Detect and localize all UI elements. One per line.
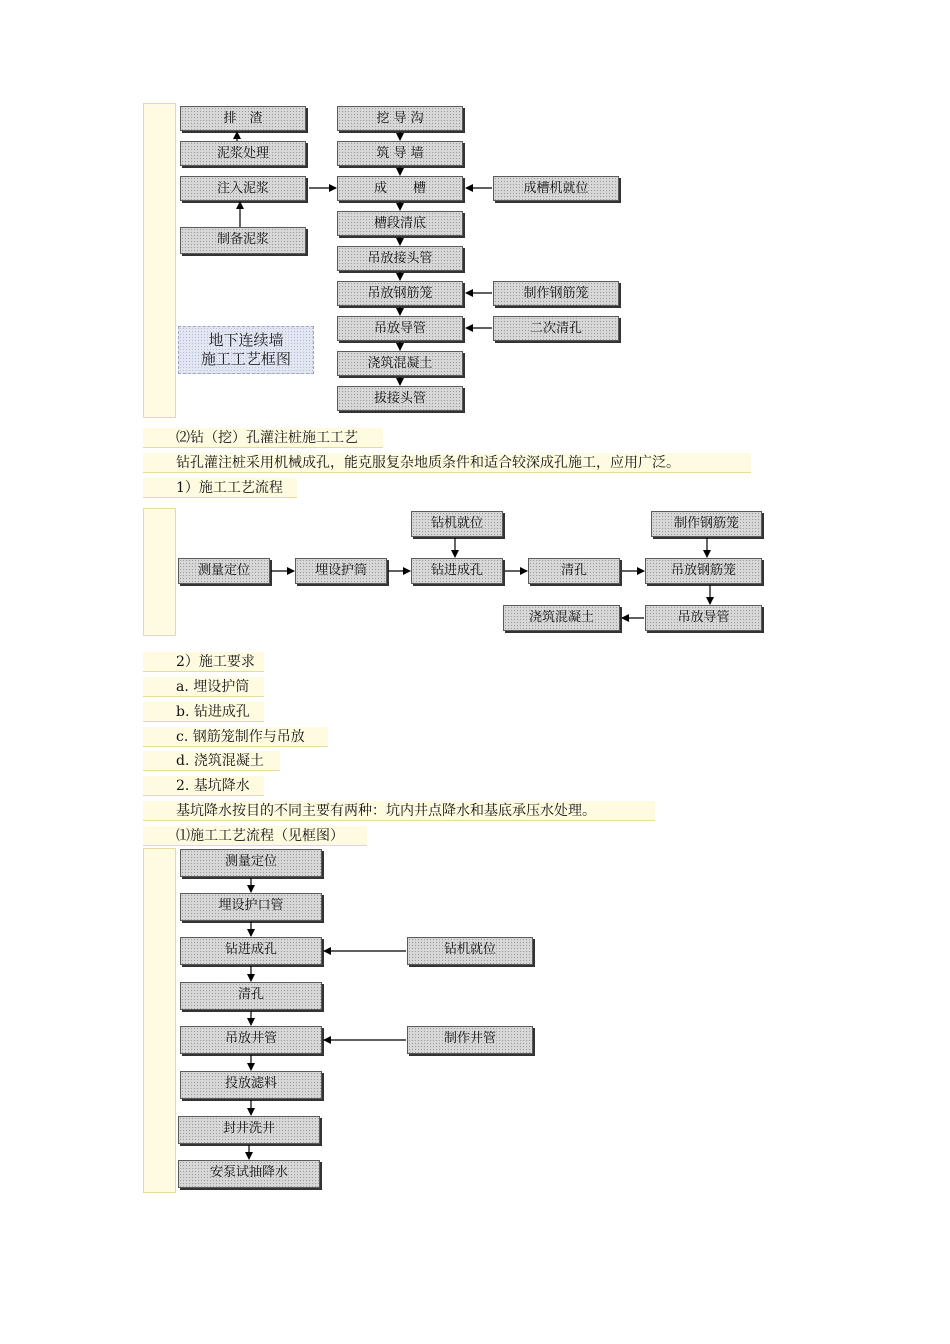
- d1-main-box-8: 浇筑混凝土: [337, 351, 463, 376]
- d3-main-box-3: 钻进成孔: [180, 937, 322, 965]
- d2-top-box-2: 制作钢筋笼: [651, 511, 762, 537]
- d3-side-box-2: 制作井管: [407, 1026, 533, 1054]
- d3-main-box-5: 吊放井管: [180, 1026, 322, 1054]
- d2-bottom-box-1: 浇筑混凝土: [503, 605, 620, 631]
- d3-main-box-7: 封井洗井: [178, 1116, 320, 1144]
- requirement-d: d. 浇筑混凝土: [176, 753, 264, 769]
- d2-bottom-box-2: 吊放导管: [645, 605, 762, 631]
- d1-caption-line1: 地下连续墙: [208, 331, 284, 349]
- subheading-process-flow: 1）施工工艺流程: [176, 480, 283, 496]
- d3-main-box-4: 清孔: [180, 982, 322, 1010]
- d1-left-box-1: 排 渣: [180, 106, 306, 131]
- d1-main-box-4: 槽段清底: [337, 211, 463, 236]
- d1-main-box-5: 吊放接头管: [337, 246, 463, 271]
- d2-row-box-4: 清孔: [528, 558, 620, 584]
- section-heading-dewatering: 2. 基坑降水: [176, 778, 250, 794]
- d2-top-box-1: 钻机就位: [411, 511, 503, 537]
- d3-side-box-1: 钻机就位: [407, 937, 533, 965]
- d2-row-box-1: 测量定位: [178, 558, 270, 584]
- d1-right-box-2: 制作钢筋笼: [493, 281, 619, 306]
- d1-left-box-3: 注入泥浆: [180, 176, 306, 201]
- paragraph-bored-pile: 钻孔灌注桩采用机械成孔，能克服复杂地质条件和适合较深成孔施工，应用广泛。: [176, 455, 680, 471]
- d3-main-box-2: 埋设护口管: [180, 893, 322, 921]
- d1-main-box-6: 吊放钢筋笼: [337, 281, 463, 306]
- d1-main-box-1: 挖 导 沟: [337, 106, 463, 131]
- d3-main-box-6: 投放滤料: [180, 1071, 322, 1099]
- d1-right-box-1: 成槽机就位: [493, 176, 619, 201]
- d3-main-box-8: 安泵试抽降水: [178, 1160, 320, 1188]
- requirement-c: c. 钢筋笼制作与吊放: [176, 729, 305, 745]
- d1-main-box-9: 拔接头管: [337, 386, 463, 411]
- subheading-requirements: 2）施工要求: [176, 654, 255, 670]
- requirement-a: a. 埋设护筒: [176, 679, 250, 695]
- paragraph-dewatering: 基坑降水按目的不同主要有两种：坑内井点降水和基底承压水处理。: [176, 803, 596, 819]
- d3-main-box-1: 测量定位: [180, 849, 322, 877]
- section-heading-bored-pile: ⑵钻（挖）孔灌注桩施工工艺: [176, 430, 358, 446]
- d1-left-box-4: 制备泥浆: [180, 227, 306, 254]
- subheading-dewatering-flow: ⑴施工工艺流程（见框图）: [176, 828, 344, 844]
- requirement-b: b. 钻进成孔: [176, 704, 250, 720]
- d1-left-box-2: 泥浆处理: [180, 141, 306, 166]
- d1-main-box-2: 筑 导 墙: [337, 141, 463, 166]
- d1-caption-line2: 施工工艺框图: [200, 350, 291, 368]
- d2-row-box-2: 埋设护筒: [295, 558, 387, 584]
- d1-right-box-3: 二次清孔: [493, 316, 619, 341]
- d1-main-box-3: 成 槽: [337, 176, 463, 201]
- d2-row-box-5: 吊放钢筋笼: [645, 558, 762, 584]
- d1-main-box-7: 吊放导管: [337, 316, 463, 341]
- d2-row-box-3: 钻进成孔: [411, 558, 503, 584]
